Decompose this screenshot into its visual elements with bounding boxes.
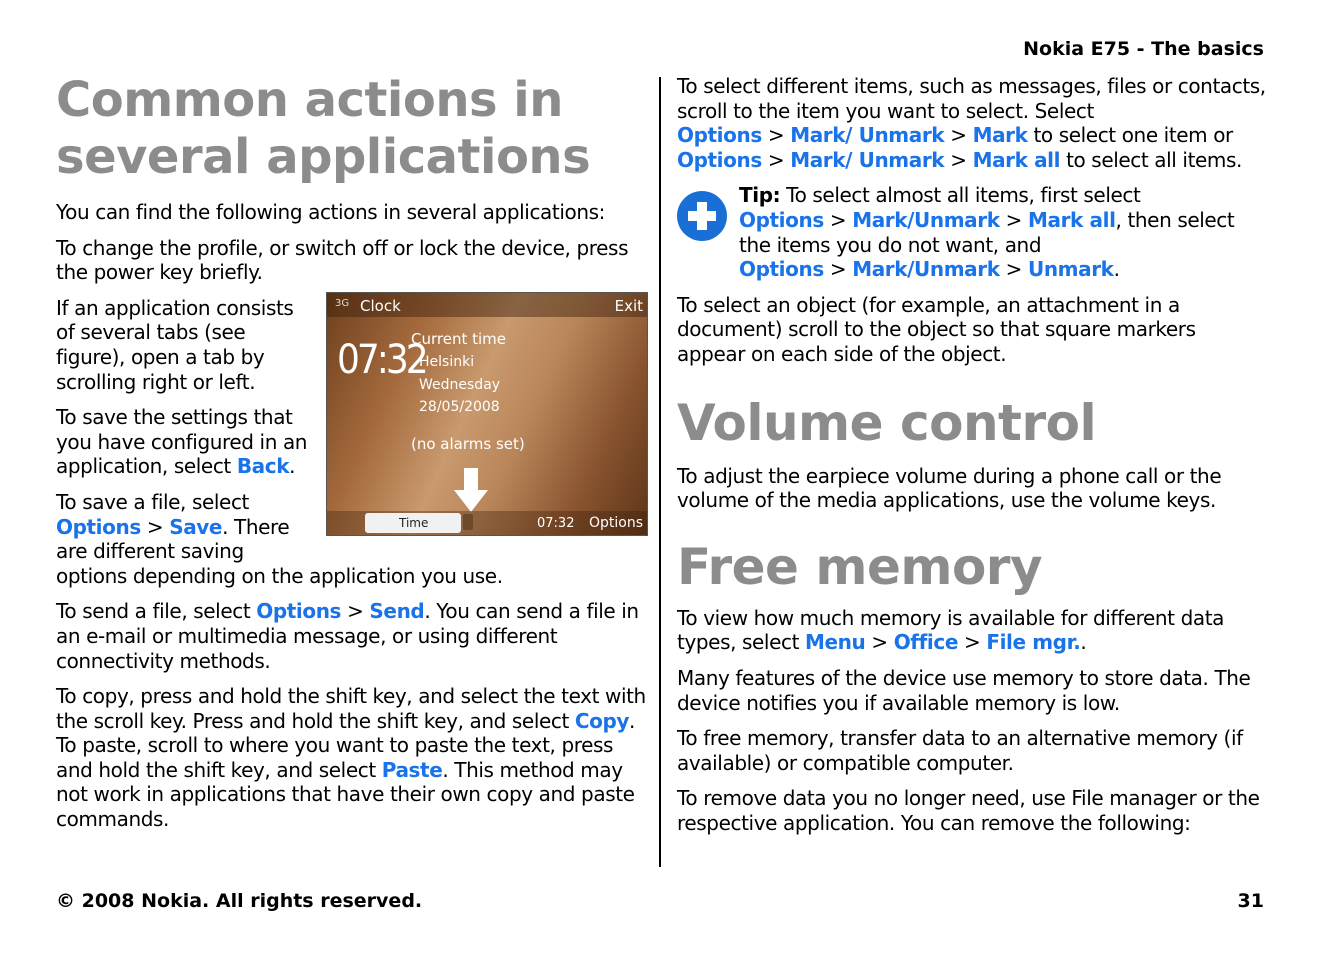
remove-data-paragraph: To remove data you no longer need, use File manager or the respective application. You can remove the following: bbox=[677, 786, 1260, 835]
options-link[interactable]: Options bbox=[739, 207, 824, 232]
figure-exit-label: Exit bbox=[614, 296, 643, 315]
section-heading-common-actions: Common actions in several applications bbox=[56, 72, 591, 185]
tip-text: Tip: To select almost all items, first select Options > Mark/Unmark > Mark all, then select the items you do not want, and Options > Mark/Unmark > Unmark. bbox=[739, 183, 1235, 282]
send-file-paragraph: To send a file, select Options > Send. You can send a file in an e-mail or multimedia message, or using different connectivity methods. bbox=[56, 599, 639, 673]
section-heading-memory: Free memory bbox=[677, 537, 1043, 596]
free-memory-paragraph: To free memory, transfer data to an alternative memory (if available) or compatible computer. bbox=[677, 726, 1243, 775]
profile-paragraph: To change the profile, or switch off or lock the device, press the power key briefly. bbox=[56, 235, 629, 285]
tabs-paragraph: If an application consists of several tabs (see figure), open a tab by scrolling right or left. bbox=[56, 295, 294, 394]
options-link[interactable]: Options bbox=[677, 123, 762, 148]
send-link[interactable]: Send bbox=[369, 599, 425, 624]
right-column bbox=[677, 74, 1269, 846]
select-object-paragraph: To select an object (for example, an attachment in a document) scroll to the object so that square markers appear on each side of the object. bbox=[677, 292, 1196, 366]
figure-day: Wednesday bbox=[419, 376, 501, 393]
menu-link[interactable]: Menu bbox=[805, 630, 866, 655]
back-link[interactable]: Back bbox=[236, 454, 290, 479]
section-heading-volume: Volume control bbox=[677, 393, 1097, 452]
options-link[interactable]: Options bbox=[56, 514, 141, 539]
office-link[interactable]: Office bbox=[893, 630, 958, 655]
options-link[interactable]: Options bbox=[677, 147, 762, 172]
unmark-link[interactable]: Unmark bbox=[1028, 257, 1114, 282]
copy-link[interactable]: Copy bbox=[574, 708, 630, 733]
options-link[interactable]: Options bbox=[739, 257, 824, 282]
down-arrow-icon bbox=[454, 468, 488, 512]
page-number: 31 bbox=[1237, 890, 1264, 912]
mark-all-link[interactable]: Mark all bbox=[1028, 207, 1116, 232]
copy-paste-paragraph: To copy, press and hold the shift key, and select the text with the scroll key. Press and hold the shift key, and select Copy. To paste, scroll to where you want to paste the text, press and hold the shift key, and select Paste. This method may not work in applications that have their own copy and paste commands. bbox=[56, 684, 646, 832]
figure-city: Helsinki bbox=[419, 353, 475, 370]
volume-paragraph: To adjust the earpiece volume during a phone call or the volume of the media applications, use the volume keys. bbox=[677, 463, 1222, 513]
mark-unmark-link[interactable]: Mark/ Unmark bbox=[790, 147, 945, 172]
figure-app-title: Clock bbox=[360, 296, 401, 315]
signal-icon: 3G bbox=[335, 297, 350, 309]
save-file-paragraph: To save a file, select Options > Save. There are different saving options depending on the application you use. bbox=[56, 489, 503, 588]
mark-all-link[interactable]: Mark all bbox=[972, 147, 1061, 172]
file-mgr-link[interactable]: File mgr. bbox=[986, 630, 1081, 655]
save-settings-paragraph: To save the settings that you have configured in an application, select Back. bbox=[56, 405, 308, 479]
tip-box bbox=[677, 183, 1269, 281]
copyright-footer: © 2008 Nokia. All rights reserved. bbox=[56, 890, 423, 912]
mark-link[interactable]: Mark bbox=[972, 123, 1028, 148]
intro-paragraph: You can find the following actions in several applications: bbox=[56, 200, 605, 224]
figure-second-tab bbox=[463, 514, 473, 530]
mark-unmark-link[interactable]: Mark/ Unmark bbox=[790, 123, 945, 148]
figure-options-label: Options bbox=[588, 514, 643, 531]
left-column bbox=[56, 72, 646, 843]
mark-unmark-link[interactable]: Mark/Unmark bbox=[852, 257, 1000, 282]
figure-date: 28/05/2008 bbox=[419, 398, 500, 415]
memory-view-paragraph: To view how much memory is available for different data types, select Menu > Office > File mgr.. bbox=[677, 605, 1225, 655]
options-link[interactable]: Options bbox=[256, 599, 342, 624]
paste-link[interactable]: Paste bbox=[381, 757, 443, 782]
figure-time-tab: Time bbox=[365, 513, 461, 533]
save-link[interactable]: Save bbox=[169, 514, 223, 539]
figure-current-time-label: Current time bbox=[411, 329, 506, 348]
memory-notify-paragraph: Many features of the device use memory to store data. The device notifies you if available memory is low. bbox=[677, 665, 1251, 715]
figure-clock-time: 07:32 bbox=[337, 336, 426, 383]
clock-screenshot-figure bbox=[326, 292, 648, 536]
select-items-paragraph: To select different items, such as messages, files or contacts, scroll to the item you want to select. Select Options > Mark/ Unmark > Mark to select one item or Options > Mark/ Unmark > Mark all to select all items. bbox=[677, 74, 1266, 172]
figure-bottom-time: 07:32 bbox=[537, 515, 575, 531]
mark-unmark-link[interactable]: Mark/Unmark bbox=[852, 207, 1000, 232]
column-divider bbox=[659, 77, 661, 867]
figure-alarm-status: (no alarms set) bbox=[411, 434, 525, 453]
running-header: Nokia E75 - The basics bbox=[1023, 38, 1264, 60]
plus-tip-icon bbox=[677, 191, 727, 241]
